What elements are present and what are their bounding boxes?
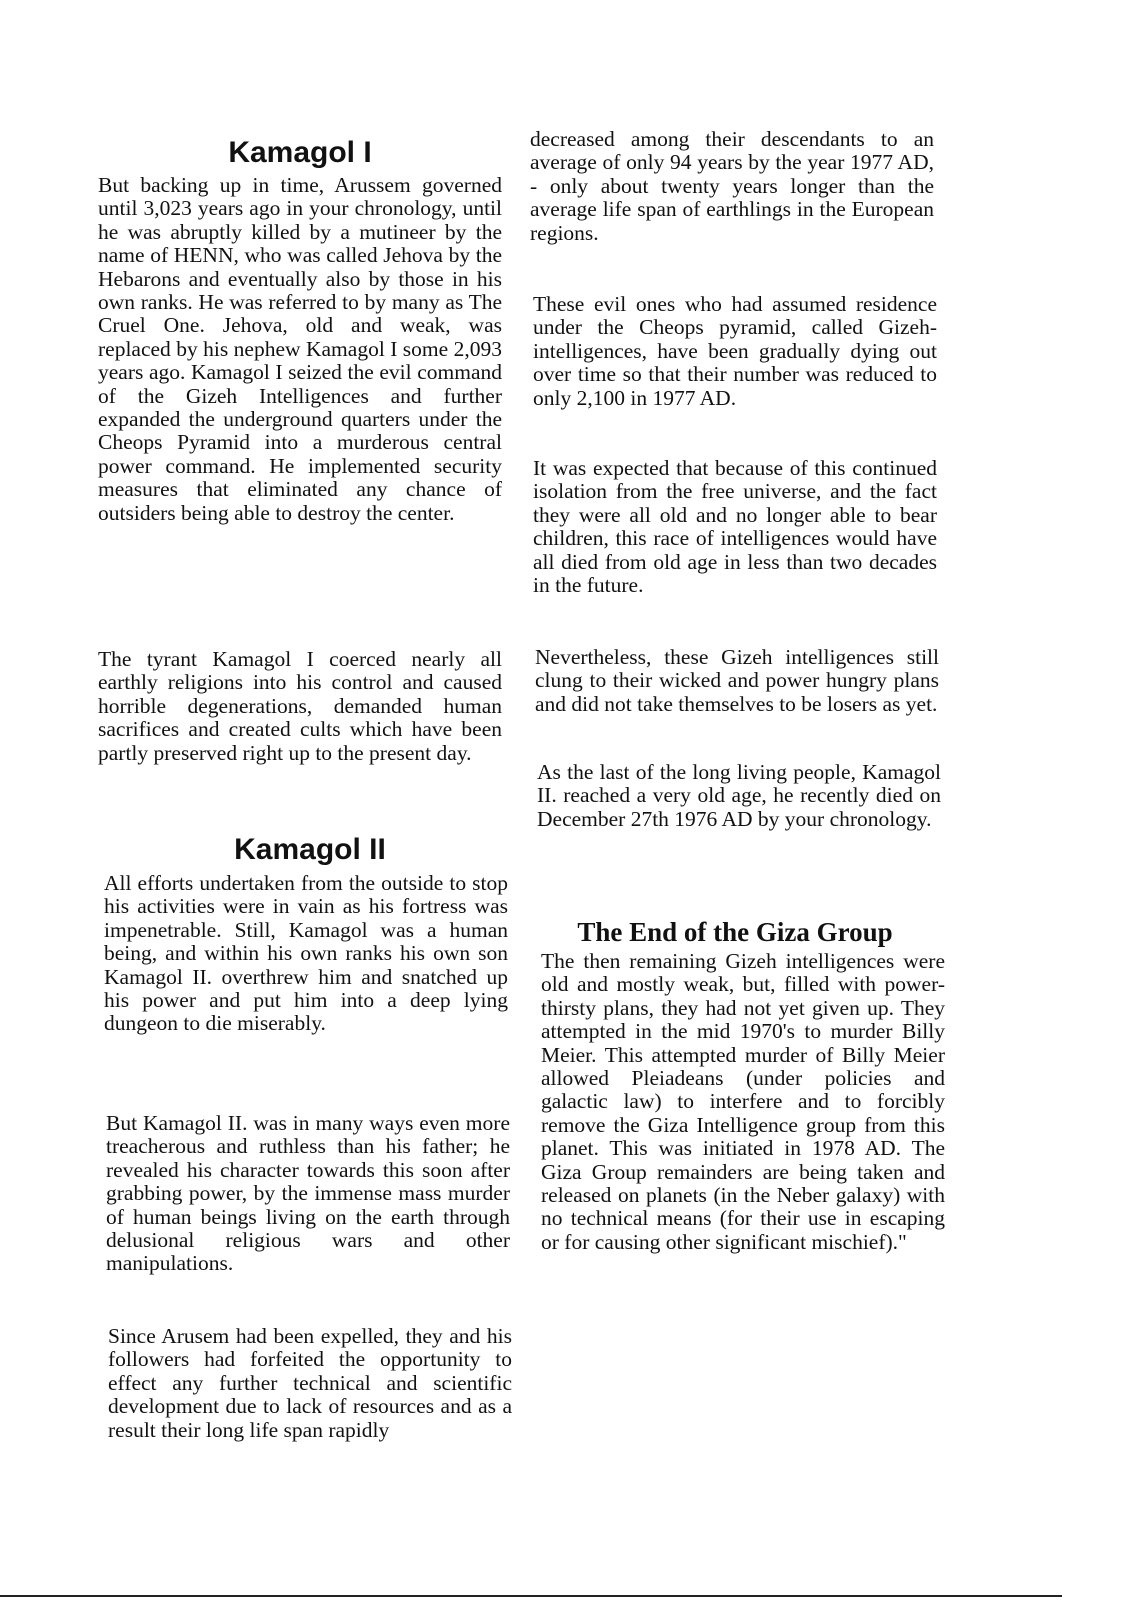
kamagol-2-paragraph-2: But Kamagol II. was in many ways even more treacherous and ruthless than his father; he revealed his character towards this soon after grabbing power, by the immense mass murder of human beings living on the earth through delusional religious wars and other manipulations. xyxy=(106,1111,510,1276)
continued-paragraph-3: It was expected that because of this continued isolation from the free universe, and the fact they were all old and no longer able to bear children, this race of intelligences would have all died from old age in less than two decades in the future. xyxy=(533,456,937,598)
continued-paragraph-2: These evil ones who had assumed residence under the Cheops pyramid, called Gizeh-intelligences, have been gradually dying out over time so that their number was reduced to only 2,100 in 1977 AD. xyxy=(533,292,937,410)
continued-paragraph-1: decreased among their descendants to an average of only 94 years by the year 1977 AD, - only about twenty years longer than the average life span of earthlings in the European regions. xyxy=(530,127,934,245)
footer-rule xyxy=(0,1595,1062,1597)
continued-paragraph-5: As the last of the long living people, Kamagol II. reached a very old age, he recently died on December 27th 1976 AD by your chronology. xyxy=(537,760,941,831)
kamagol-1-paragraph-2: The tyrant Kamagol I coerced nearly all earthly religions into his control and caused horrible degenerations, demanded human sacrifices and created cults which have been partly preserved right up to the present day. xyxy=(98,647,502,765)
giza-group-paragraph: The then remaining Gizeh intelligences were old and mostly weak, but, filled with power-thirsty plans, they had not yet given up. They attempted in the mid 1970's to murder Billy Meier. This attempted murder of Billy Meier allowed Pleiadeans (under policies and galactic law) to interfere and to forcibly remove the Giza Intelligence group from this planet. This was initiated in 1978 AD. The Giza Group remainders are being taken and released on planets (in the Neber galaxy) with no technical means (for their use in escaping or for causing other significant mischief)." xyxy=(541,949,945,1254)
kamagol-2-heading: Kamagol II xyxy=(234,833,386,866)
kamagol-1-paragraph-1: But backing up in time, Arussem governed until 3,023 years ago in your chronology, until he was abruptly killed by a mutineer by the name of HENN, who was called Jehova by the Hebarons and eventually also by those in his own ranks. He was referred to by many as The Cruel One. Jehova, old and weak, was replaced by his nephew Kamagol I some 2,093 years ago. Kamagol I seized the evil command of the Gizeh Intelligences and further expanded the underground quarters under the Cheops Pyramid into a murderous central power command. He implemented security measures that eliminated any chance of outsiders being able to destroy the center. xyxy=(98,173,502,525)
continued-paragraph-4: Nevertheless, these Gizeh intelligences still clung to their wicked and power hungry plans and did not take themselves to be losers as yet. xyxy=(535,645,939,716)
kamagol-1-heading: Kamagol I xyxy=(228,136,372,169)
kamagol-2-paragraph-1: All efforts undertaken from the outside to stop his activities were in vain as his fortress was impenetrable. Still, Kamagol was a human being, and within his own ranks his own son Kamagol II. overthrew him and snatched up his power and put him into a deep lying dungeon to die miserably. xyxy=(104,871,508,1036)
kamagol-2-paragraph-3: Since Arusem had been expelled, they and his followers had forfeited the opportunity to effect any further technical and scientific development due to lack of resources and as a result their long life span rapidly xyxy=(108,1324,512,1442)
giza-group-heading: The End of the Giza Group xyxy=(577,917,893,947)
